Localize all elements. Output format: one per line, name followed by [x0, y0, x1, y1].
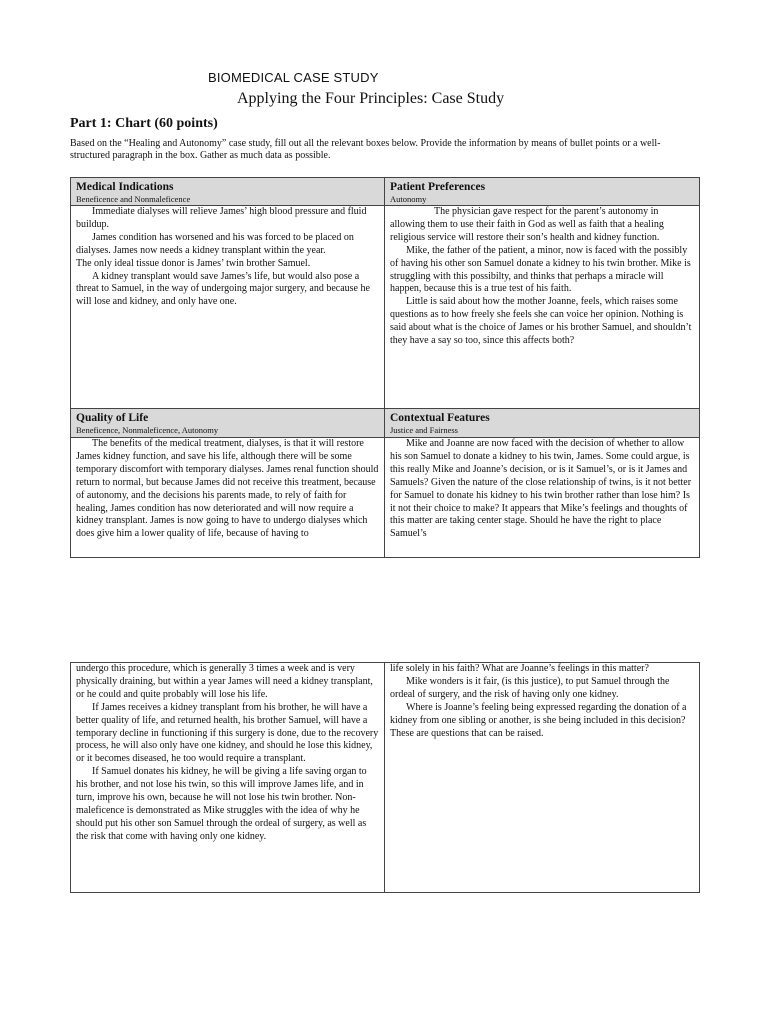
document-title: Applying the Four Principles: Case Study	[237, 90, 505, 107]
medical-indications-header	[71, 178, 385, 206]
medical-paragraph: The only ideal tissue donor is James’ twin brother Samuel.	[76, 257, 311, 269]
patient-preferences-subtitle: Autonomy	[390, 194, 427, 204]
contextual-features-subtitle: Justice and Fairness	[390, 425, 458, 435]
contextual-paragraph: Mike wonders is it fair, (is this justice), to put Samuel through the ordeal of surgery, and the risk of having only one kidney.	[390, 675, 670, 700]
patient-preferences-box	[385, 206, 700, 409]
quality-of-life-header	[71, 409, 385, 438]
patient-paragraph: The physician gave respect for the parent’s autonomy in allowing them to use their faith in God as well as faith that a healing religious service will restore their son’s health and kidney function.	[390, 206, 664, 243]
four-principles-chart-continued	[70, 662, 700, 893]
quality-paragraph: undergo this procedure, which is generally 3 times a week and is very physically draining, but within a year James will need a kidney transplant, or he could and quite probably will lose his life.	[76, 663, 373, 700]
four-principles-chart-top	[70, 177, 700, 558]
contextual-paragraph: life solely in his faith? What are Joanne’s feelings in this matter?	[390, 663, 649, 674]
quality-of-life-subtitle: Beneficence, Nonmaleficence, Autonomy	[76, 425, 219, 435]
contextual-features-box-continued	[385, 663, 700, 893]
medical-paragraph: A kidney transplant would save James’s life, but would also pose a threat to Samuel, in the way of undergoing major surgery, and because he will lose and kidney, and only have one.	[76, 270, 370, 308]
patient-preferences-header	[385, 178, 700, 206]
medical-indications-title: Medical Indications	[76, 181, 174, 193]
contextual-paragraph: Where is Joanne’s feeling being expressed regarding the donation of a kidney from one sibling or another, is she being included in this decision? These are questions that can be raised.	[390, 701, 687, 739]
quality-of-life-box	[71, 438, 385, 558]
contextual-features-title: Contextual Features	[390, 412, 490, 424]
medical-indications-box	[71, 206, 385, 409]
contextual-features-box	[385, 438, 700, 558]
medical-paragraph: James condition has worsened and his was forced to be placed on dialyses. James now needs a kidney transplant within the year.	[76, 231, 354, 256]
medical-paragraph: Immediate dialyses will relieve James’ high blood pressure and fluid buildup.	[76, 206, 367, 230]
patient-preferences-title: Patient Preferences	[390, 181, 486, 193]
contextual-paragraph: Mike and Joanne are now faced with the decision of whether to allow his son Samuel to donate a kidney to his twin, James. Some could argue, is this really Mike and Joanne’s decision, or is it Samuel’s, or is it James and Samuels? Given the nature of the close relationship of twins, is it not better for Samuel to donate his kidney to his twin brother rather than lose him? Is it not their choice to make? It appears that Mike’s feelings and thoughts of this matter are taking center stage. Should he have the right to place Samuel’s	[390, 438, 692, 540]
quality-paragraph: If James receives a kidney transplant from his brother, he will have a better quality of life, and returned health, his brother Samuel, will have a temporary decline in functioning if this surgery is done, due to the recovery process, he will also only have one kidney, and should he lose this kidney, or it becomes diseased, he too would require a transplant.	[76, 701, 379, 765]
quality-paragraph: If Samuel donates his kidney, he will be giving a life saving organ to his brother, and not lose his twin, so this will improve James life, and in turn, improve his own, because he will not lose his twin brother. Non-maleficence is demonstrated as Mike struggles with the idea of why he should put his other son Samuel through the ordeal of surgery, as well as the risk that come with having only one kidney.	[76, 766, 367, 842]
quality-paragraph: The benefits of the medical treatment, dialyses, is that it will restore James kidney function, and save his life, although there will be some temporary discomfort with temporary dialyses. James renal function should return to normal, but because James did not receive this treatment, because of autonomy, and the decisions his parents made, to rely of faith for healing, James condition has now deteriorated and will now require a kidney transplant. James is now going to have to undergo dialyses which does give him a lower quality of life, because of having to	[76, 438, 379, 540]
part-heading: Part 1: Chart (60 points)	[70, 116, 218, 131]
instructions-paragraph: Based on the “Healing and Autonomy” case study, fill out all the relevant boxes below. Provide the information by means of bullet points or a well-structured paragraph in the box. Gather as much data as possible.	[70, 138, 661, 161]
quality-of-life-title: Quality of Life	[76, 412, 149, 424]
patient-paragraph: Mike, the father of the patient, a minor, now is faced with the possibly of having his other son Samuel donate a kidney to his twin brother. Mike is struggling with this possibilty, and thinks that perhaps a miracle will happen, because this is a true test of his faith.	[390, 244, 691, 295]
contextual-features-header	[385, 409, 700, 438]
quality-of-life-box-continued	[71, 663, 385, 893]
patient-paragraph: Little is said about how the mother Joanne, feels, which raises some questions as to how freely she feels she can voice her opinion. Nothing is said about what is the choice of James or his brother Samuel, and shouldn’t they have a say so too, since this affects both?	[390, 296, 692, 347]
document-heading: BIOMEDICAL CASE STUDY	[208, 70, 379, 85]
medical-indications-subtitle: Beneficence and Nonmaleficence	[76, 194, 191, 204]
